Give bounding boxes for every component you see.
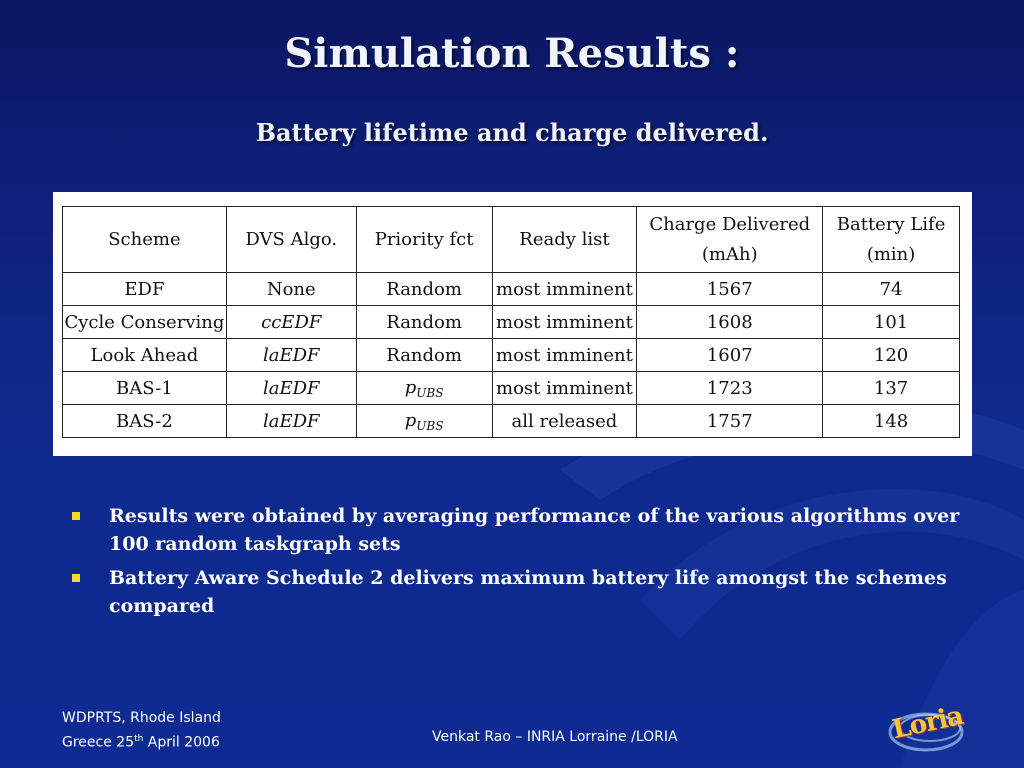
cell-scheme: Look Ahead	[63, 339, 227, 372]
cell-priority: $p_{UBS}$	[356, 372, 492, 405]
cell-dvs: laEDF	[226, 339, 356, 372]
cell-ready: all released	[492, 405, 637, 438]
cell-scheme: BAS-2	[63, 405, 227, 438]
cell-charge: 1723	[637, 372, 823, 405]
cell-dvs: laEDF	[226, 405, 356, 438]
table-row	[63, 339, 960, 372]
cell-ready: most imminent	[492, 306, 637, 339]
cell-priority: Random	[356, 273, 492, 306]
header-charge-delivered: Charge Delivered (mAh)	[637, 207, 823, 273]
slide-subtitle: Battery lifetime and charge delivered.	[255, 118, 769, 147]
bullet-text: Results were obtained by averaging performance of the various algorithms over 100 random taskgraph sets	[109, 505, 960, 555]
bullet-item	[70, 502, 980, 558]
cell-ready: most imminent	[492, 372, 637, 405]
footer-venue-line1: WDPRTS, Rhode Island	[62, 710, 221, 726]
table-row	[63, 405, 960, 438]
cell-priority: $p_{UBS}$	[356, 405, 492, 438]
table-row	[63, 306, 960, 339]
cell-scheme: BAS-1	[63, 372, 227, 405]
table-row	[63, 372, 960, 405]
bullet-item	[70, 564, 980, 620]
footer-venue-line2: Greece 25th April 2006	[62, 734, 220, 751]
cell-charge: 1607	[637, 339, 823, 372]
cell-charge: 1567	[637, 273, 823, 306]
cell-priority: Random	[356, 339, 492, 372]
header-priority-fct: Priority fct	[356, 207, 492, 273]
cell-charge: 1608	[637, 306, 823, 339]
slide-title: Simulation Results :	[284, 30, 740, 77]
cell-dvs: ccEDF	[226, 306, 356, 339]
bullet-square-icon	[72, 574, 80, 582]
header-scheme: Scheme	[63, 207, 227, 273]
cell-charge: 1757	[637, 405, 823, 438]
header-battery-life: Battery Life (min)	[823, 207, 960, 273]
cell-life: 101	[823, 306, 960, 339]
cell-dvs: None	[226, 273, 356, 306]
cell-ready: most imminent	[492, 339, 637, 372]
results-table-panel	[53, 192, 972, 456]
results-table	[62, 206, 960, 438]
table-header-row	[63, 207, 960, 273]
logo-text: Loria	[889, 700, 966, 746]
cell-scheme: Cycle Conserving	[63, 306, 227, 339]
footer-venue	[62, 708, 221, 754]
table-row	[63, 273, 960, 306]
cell-life: 74	[823, 273, 960, 306]
header-ready-list: Ready list	[492, 207, 637, 273]
cell-dvs: laEDF	[226, 372, 356, 405]
cell-ready: most imminent	[492, 273, 637, 306]
cell-life: 137	[823, 372, 960, 405]
cell-life: 148	[823, 405, 960, 438]
cell-life: 120	[823, 339, 960, 372]
bullet-list	[70, 502, 980, 626]
header-dvs-algo: DVS Algo.	[226, 207, 356, 273]
bullet-text: Battery Aware Schedule 2 delivers maximum battery life amongst the schemes compared	[109, 567, 947, 617]
bullet-square-icon	[72, 512, 80, 520]
cell-scheme: EDF	[63, 273, 227, 306]
footer-author: Venkat Rao – INRIA Lorraine /LORIA	[432, 729, 678, 745]
loria-logo	[886, 702, 970, 758]
cell-priority: Random	[356, 306, 492, 339]
